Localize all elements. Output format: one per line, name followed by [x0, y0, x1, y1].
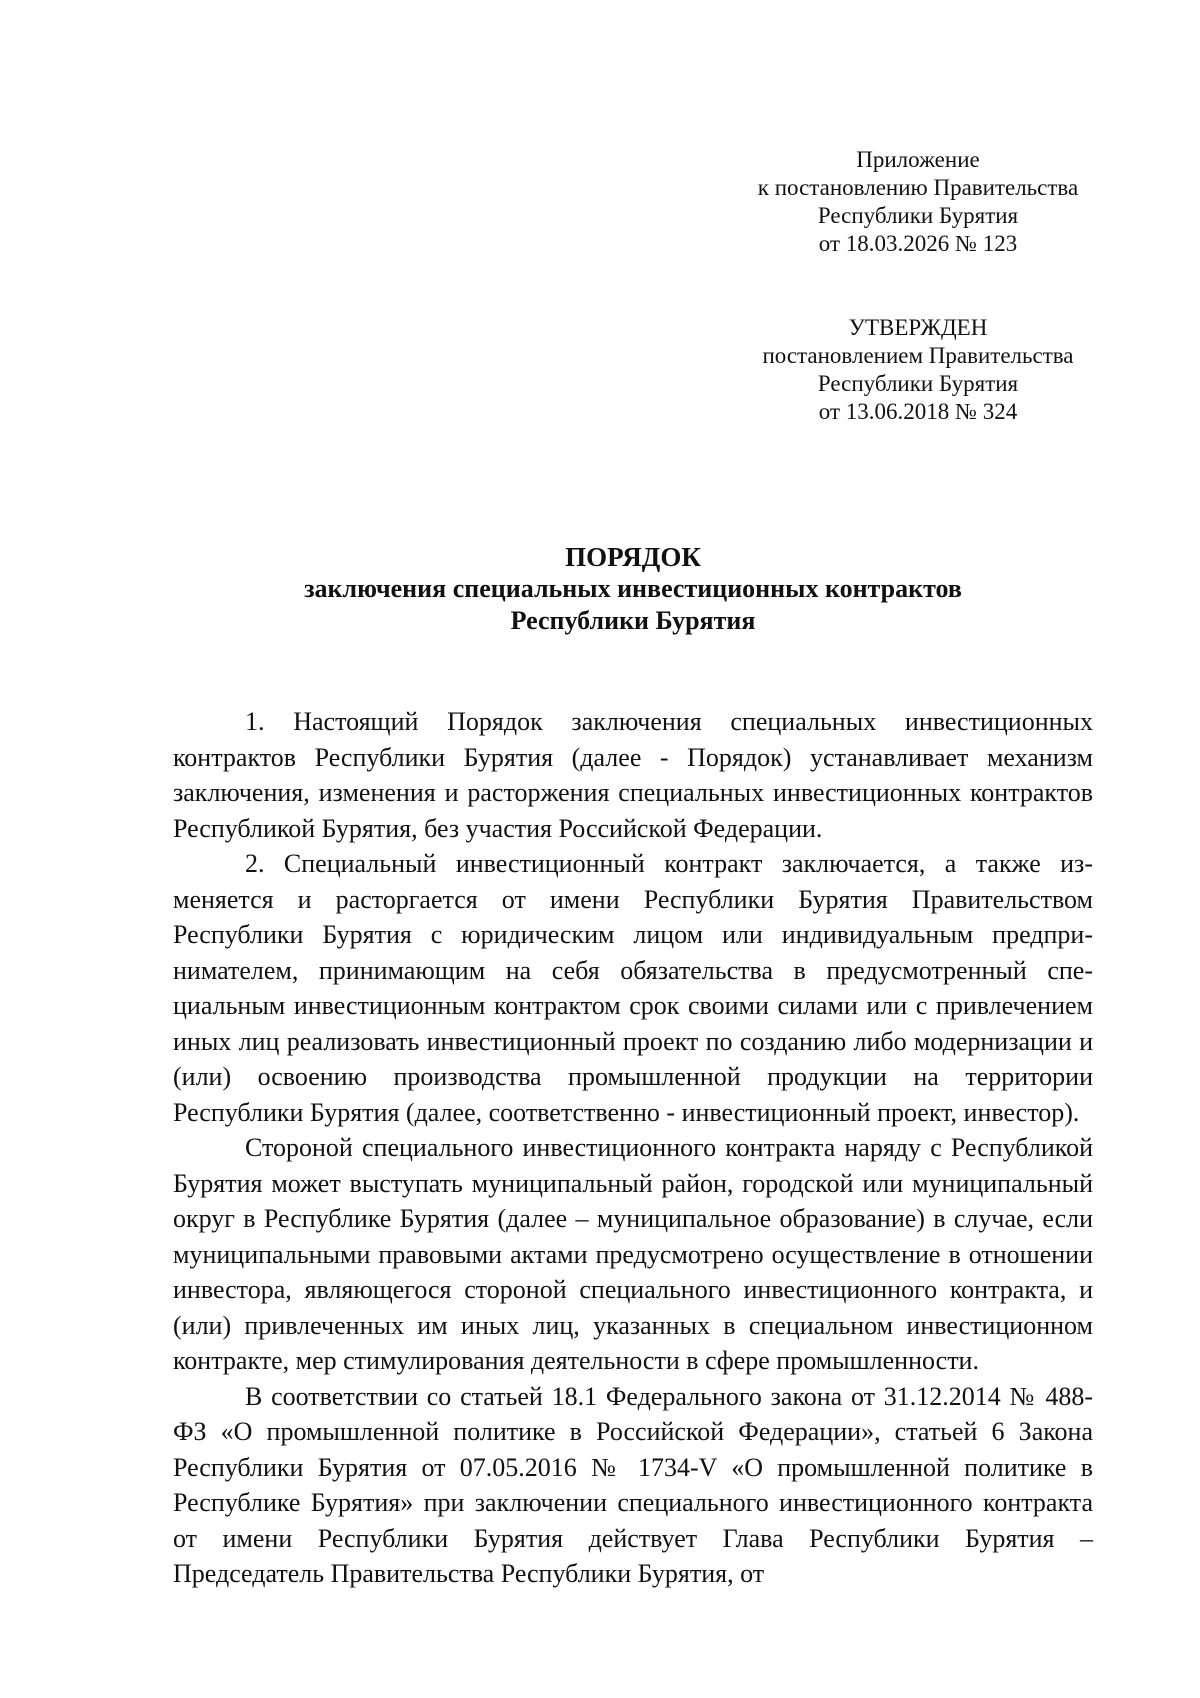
- title-main: ПОРЯДОК: [565, 542, 701, 572]
- document-body: [173, 704, 1093, 1592]
- document-title: [173, 541, 1093, 637]
- paragraph-3: Стороной специального инвестиционного контракта наряду с Республикой Бурятия может выступать муниципальный район, городской или муниципальный округ в Республике Бурятия (далее – муниципальное образование) в случае, если муниципальными правовыми актами предусмотрено осуществление в отношении инвестора, являющегося стороной специального инвестиционного контракта, и (или) привлеченных им иных лиц, указанных в специальном инвестиционном контракте, мер стимулирования деятельности в сфере промышленности.: [173, 1133, 1093, 1375]
- approved-line-4: от 13.06.2018 № 324: [818, 399, 1018, 424]
- annex-line-4: от 18.03.2026 № 123: [818, 231, 1018, 256]
- approved-header: [708, 314, 1128, 426]
- approved-line-1: УТВЕРЖДЕН: [848, 315, 988, 340]
- approved-line-2: постановлением Правительства: [762, 343, 1074, 368]
- title-subtitle-2: Республики Бурятия: [510, 606, 756, 635]
- paragraph-1: 1. Настоящий Порядок заключения специальных инвестиционных контрактов Республики Бурятия (далее - Порядок) устанавливает механизм заключения, изменения и расторжения специальных инвестиционных контрактов Республикой Бурятия, без участия Российской Федерации.: [173, 707, 1093, 843]
- annex-line-2: к постановлению Правительства: [757, 175, 1079, 200]
- annex-line-1: Приложение: [856, 147, 980, 172]
- annex-line-3: Республики Бурятия: [817, 203, 1019, 228]
- annex-header: [708, 146, 1128, 258]
- paragraph-4: В соответствии со статьей 18.1 Федерального закона от 31.12.2014 № 488-ФЗ «О промышленной политике в Российской Федерации», статьей 6 Закона Республики Бурятия от 07.05.2016 № 1734-V «О промышленной политике в Республике Бурятия» при заключении специального инвестиционного контракта от имени Республики Бурятия действует Глава Республики Бурятия – Председатель Правительства Республики Бурятия, от: [173, 1381, 1093, 1588]
- title-subtitle-1: заключения специальных инвестиционных контрактов: [304, 574, 962, 603]
- approved-line-3: Республики Бурятия: [817, 371, 1019, 396]
- paragraph-2: 2. Специальный инвестиционный контракт заключается, а также изменяется и расторгается от имени Республики Бурятия Правительством Республики Бурятия с юридическим лицом или индивидуальным предпринимателем, принимающим на себя обязательства в предусмотренный специальным инвестиционным контрактом срок своими силами или с привлечением иных лиц реализовать инвестиционный проект по созданию либо модернизации и (или) освоению производства промышленной продукции на территории Республики Бурятия (далее, соответственно - инвестиционный проект, инвестор).: [173, 849, 1093, 1127]
